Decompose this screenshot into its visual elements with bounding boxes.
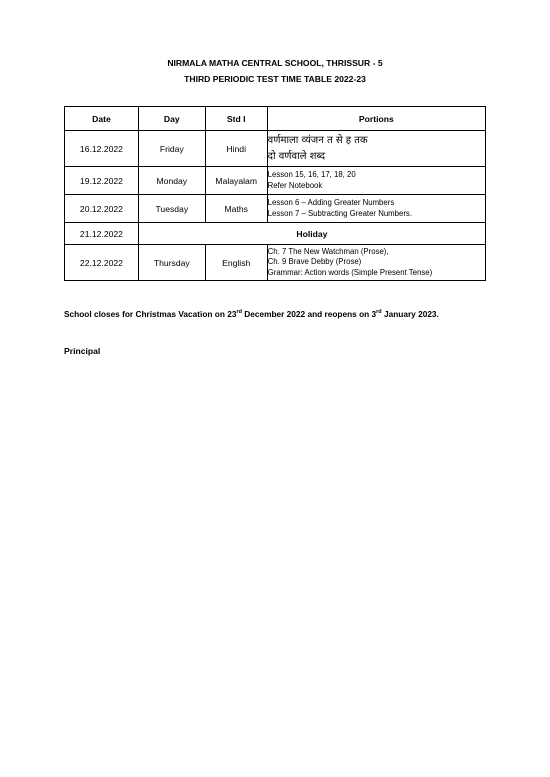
date-cell: 20.12.2022 [65, 195, 139, 223]
date-cell: 19.12.2022 [65, 167, 139, 195]
note-text: January 2023. [381, 309, 439, 319]
signature-label: Principal [64, 346, 101, 356]
portion-line: Grammar: Action words (Simple Present Tense) [267, 267, 433, 277]
date-cell: 21.12.2022 [65, 223, 139, 245]
date-cell: 22.12.2022 [65, 245, 139, 281]
holiday-cell: Holiday [138, 223, 485, 245]
timetable [64, 106, 486, 281]
day-cell: Monday [138, 167, 205, 195]
table-row [65, 245, 486, 281]
day-cell: Thursday [138, 245, 205, 281]
portions-cell [267, 245, 485, 281]
portion-line: Ch. 9 Brave Debby (Prose) [267, 257, 362, 267]
portion-line: Refer Notebook [267, 180, 323, 190]
portion-line: दो वर्णवाले शब्द [267, 150, 326, 162]
subject-cell: Malayalam [205, 167, 267, 195]
column-header: Std I [205, 107, 267, 131]
table-row [65, 195, 486, 223]
subject-cell: Maths [205, 195, 267, 223]
column-header: Portions [267, 107, 485, 131]
column-header: Date [65, 107, 139, 131]
day-cell: Friday [138, 131, 205, 167]
subject-cell: English [205, 245, 267, 281]
note-text: School closes for Christmas Vacation on 23 [64, 309, 237, 319]
ordinal-suffix: rd [236, 309, 242, 315]
date-cell: 16.12.2022 [65, 131, 139, 167]
subject-cell: Hindi [205, 131, 267, 167]
portion-line: Lesson 7 – Subtracting Greater Numbers. [267, 208, 412, 218]
ordinal-suffix: rd [376, 309, 382, 315]
document-title: THIRD PERIODIC TEST TIME TABLE 2022-23 [184, 74, 366, 84]
table-row [65, 131, 486, 167]
portion-line: Ch. 7 The New Watchman (Prose), [267, 246, 389, 256]
portions-cell [267, 195, 485, 223]
note-text: December 2022 and reopens on 3 [241, 309, 377, 319]
portions-cell [267, 167, 485, 195]
portion-line: Lesson 6 – Adding Greater Numbers [267, 198, 395, 207]
portion-line: Lesson 15, 16, 17, 18, 20 [267, 170, 356, 179]
portions-cell [267, 131, 485, 167]
column-header: Day [138, 107, 205, 131]
table-row [65, 167, 486, 195]
day-cell: Tuesday [138, 195, 205, 223]
vacation-note [64, 309, 439, 319]
portion-line: वर्णमाला व्यंजन त से ह तक [267, 134, 368, 146]
school-name: NIRMALA MATHA CENTRAL SCHOOL, THRISSUR - 5 [167, 58, 383, 68]
table-row [65, 223, 486, 245]
table-header-row [65, 107, 486, 131]
